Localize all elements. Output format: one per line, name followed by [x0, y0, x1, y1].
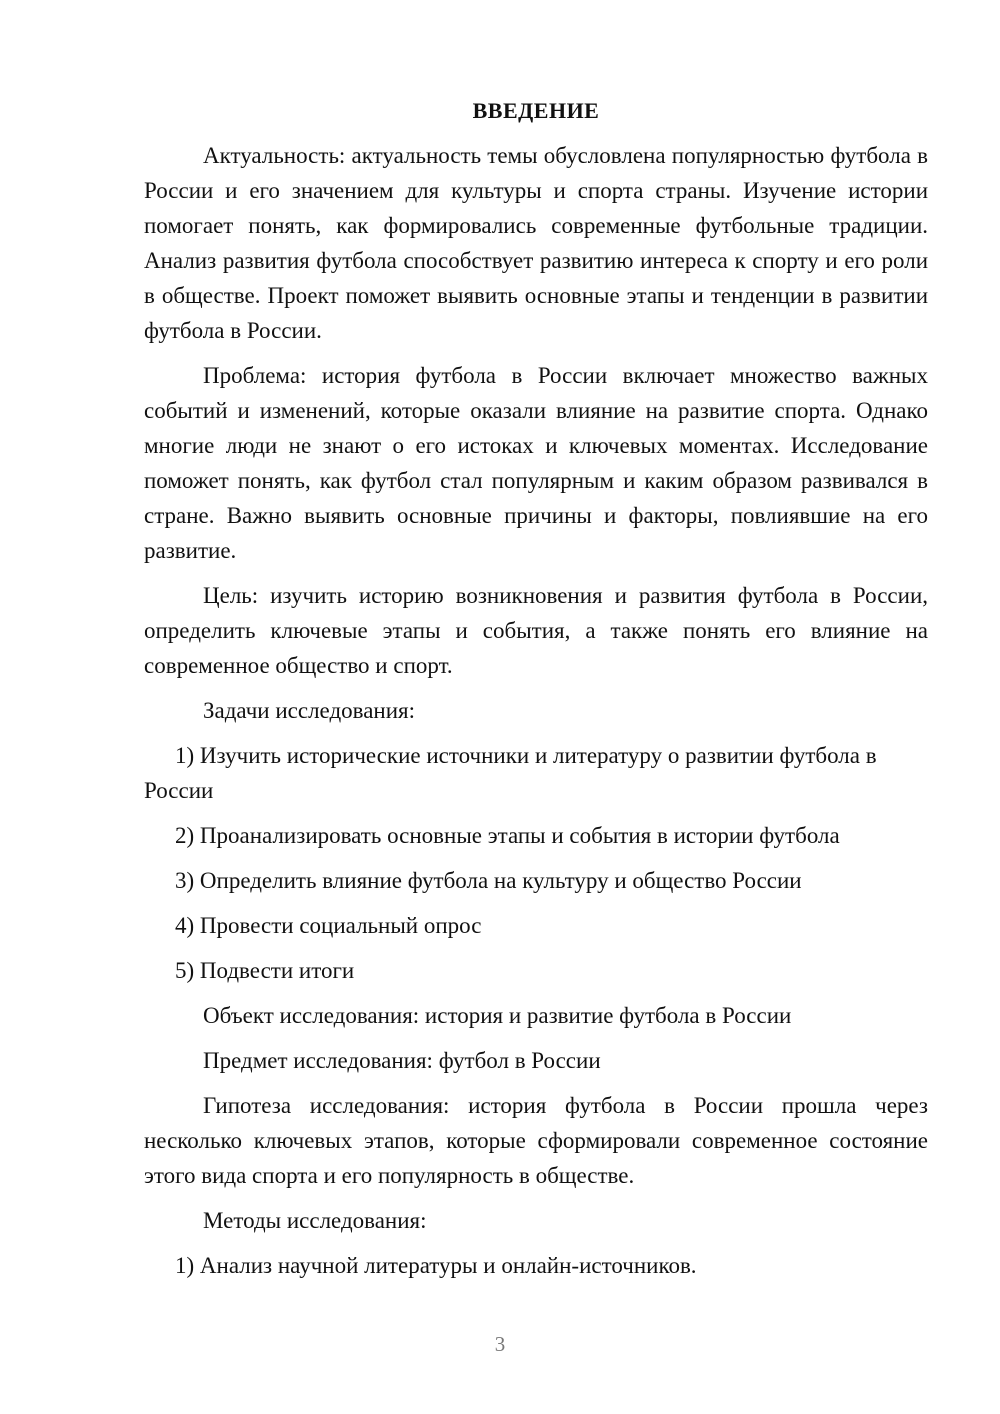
- hypothesis-paragraph: Гипотеза исследования: история футбола в России прошла через несколько ключевых этапов, которые сформировали современное состояние этого вида спорта и его популярность в обществе.: [144, 1093, 928, 1188]
- goal-paragraph: Цель: изучить историю возникновения и развития футбола в России, определить ключевые этапы и события, а также понять его влияние на современное общество и спорт.: [144, 583, 928, 678]
- method-item-1: 1) Анализ научной литературы и онлайн-источников.: [175, 1253, 697, 1278]
- tasks-heading: Задачи исследования:: [203, 698, 416, 723]
- research-object: Объект исследования: история и развитие футбола в России: [203, 1003, 792, 1028]
- document-page: [144, 96, 928, 1293]
- relevance-paragraph: Актуальность: актуальность темы обусловлена популярностью футбола в России и его значением для культуры и спорта страны. Изучение истории помогает понять, как формировались современные футбольные традиции. Анализ развития футбола способствует развитию интереса к спорту и его роли в обществе. Проект поможет выявить основные этапы и тенденции в развитии футбола в России.: [144, 143, 928, 343]
- task-item-5: 5) Подвести итоги: [175, 958, 355, 983]
- task-item-4: 4) Провести социальный опрос: [175, 913, 482, 938]
- problem-paragraph: Проблема: история футбола в России включает множество важных событий и изменений, которые оказали влияние на развитие спорта. Однако многие люди не знают о его истоках и ключевых моментах. Исследование поможет понять, как футбол стал популярным и каким образом развивался в стране. Важно выявить основные причины и факторы, повлиявшие на его развитие.: [144, 363, 928, 563]
- page-number: 3: [494, 1332, 506, 1356]
- task-item-1: 1) Изучить исторические источники и литературу о развитии футбола в России: [144, 743, 877, 803]
- task-item-3: 3) Определить влияние футбола на культуру и общество России: [175, 868, 802, 893]
- task-item-2: 2) Проанализировать основные этапы и события в истории футбола: [175, 823, 840, 848]
- methods-heading: Методы исследования:: [203, 1208, 427, 1233]
- research-subject: Предмет исследования: футбол в России: [203, 1048, 601, 1073]
- section-title: ВВЕДЕНИЕ: [472, 98, 600, 123]
